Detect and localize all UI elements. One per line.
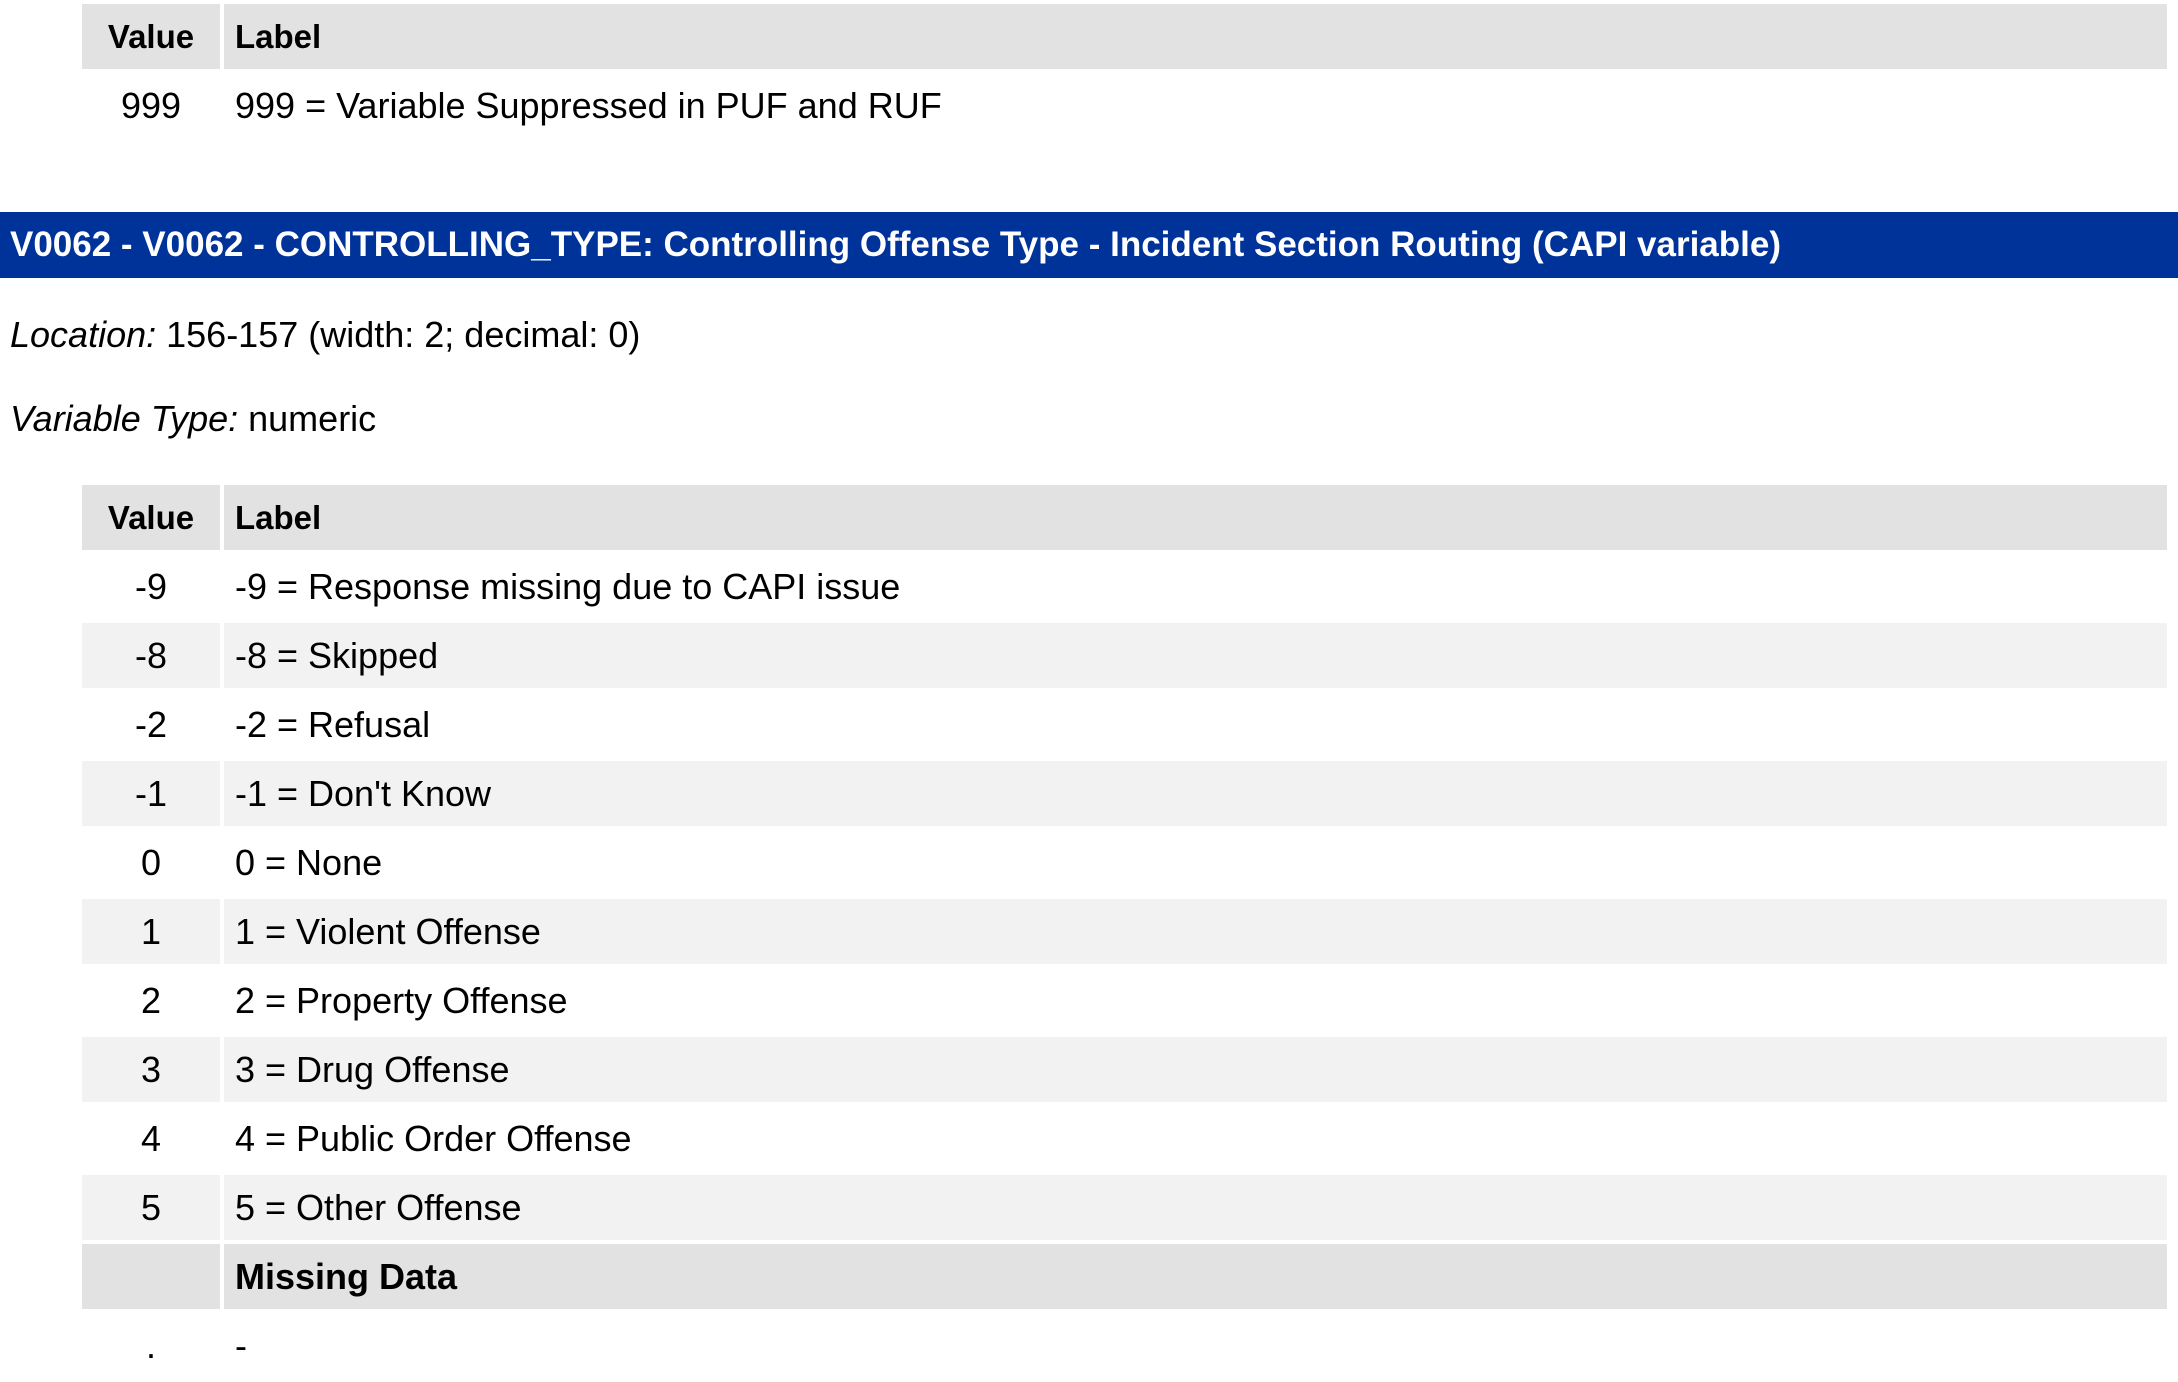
missing-data-heading: Missing Data	[224, 1244, 2167, 1309]
value-column-header: Value	[82, 4, 224, 69]
table-row	[82, 968, 2167, 1033]
code-value: 2	[82, 968, 224, 1033]
label-column-header: Label	[224, 4, 2167, 69]
table-header-row	[82, 4, 2167, 69]
code-value: 3	[82, 1037, 224, 1102]
location-label: Location:	[10, 314, 157, 355]
variable-location	[10, 314, 640, 356]
table-row	[82, 1313, 2167, 1378]
value-label-table-previous	[82, 0, 2167, 142]
code-label: -	[235, 1324, 247, 1366]
value-label-table	[82, 481, 2167, 1382]
code-label: 2 = Property Offense	[235, 979, 568, 1021]
code-value: 5	[82, 1175, 224, 1240]
table-row	[82, 1106, 2167, 1171]
variable-type-value: numeric	[248, 398, 377, 439]
variable-type-label: Variable Type:	[10, 398, 239, 439]
table-header-row	[82, 485, 2167, 550]
code-value: .	[82, 1313, 224, 1378]
code-value: 999	[82, 73, 224, 138]
code-label: 999 = Variable Suppressed in PUF and RUF	[235, 84, 942, 126]
code-label: 0 = None	[235, 841, 383, 883]
code-label: 3 = Drug Offense	[224, 1037, 2167, 1102]
table-row	[82, 1037, 2167, 1102]
table-row	[82, 899, 2167, 964]
table-row	[82, 623, 2167, 688]
code-label: -9 = Response missing due to CAPI issue	[235, 565, 901, 607]
code-label: -2 = Refusal	[235, 703, 431, 745]
code-value: -9	[82, 554, 224, 619]
table-row	[82, 73, 2167, 138]
code-label: -8 = Skipped	[224, 623, 2167, 688]
table-row	[82, 692, 2167, 757]
location-value: 156-157 (width: 2; decimal: 0)	[166, 314, 641, 355]
missing-data-value-cell	[82, 1244, 224, 1309]
code-value: -8	[82, 623, 224, 688]
table-row	[82, 1175, 2167, 1240]
code-value: -2	[82, 692, 224, 757]
variable-type	[10, 398, 376, 440]
value-column-header: Value	[82, 485, 224, 550]
variable-title-bar: V0062 - V0062 - CONTROLLING_TYPE: Controlling Offense Type - Incident Section Routing (CAPI variable)	[0, 212, 2178, 278]
table-row	[82, 554, 2167, 619]
code-label: -1 = Don't Know	[224, 761, 2167, 826]
code-value: 1	[82, 899, 224, 964]
code-value: 0	[82, 830, 224, 895]
code-value: -1	[82, 761, 224, 826]
table-row	[82, 830, 2167, 895]
code-value: 4	[82, 1106, 224, 1171]
code-label: 4 = Public Order Offense	[235, 1117, 632, 1159]
code-label: 1 = Violent Offense	[224, 899, 2167, 964]
missing-data-header-row	[82, 1244, 2167, 1309]
table-row	[82, 761, 2167, 826]
code-label: 5 = Other Offense	[224, 1175, 2167, 1240]
label-column-header: Label	[224, 485, 2167, 550]
